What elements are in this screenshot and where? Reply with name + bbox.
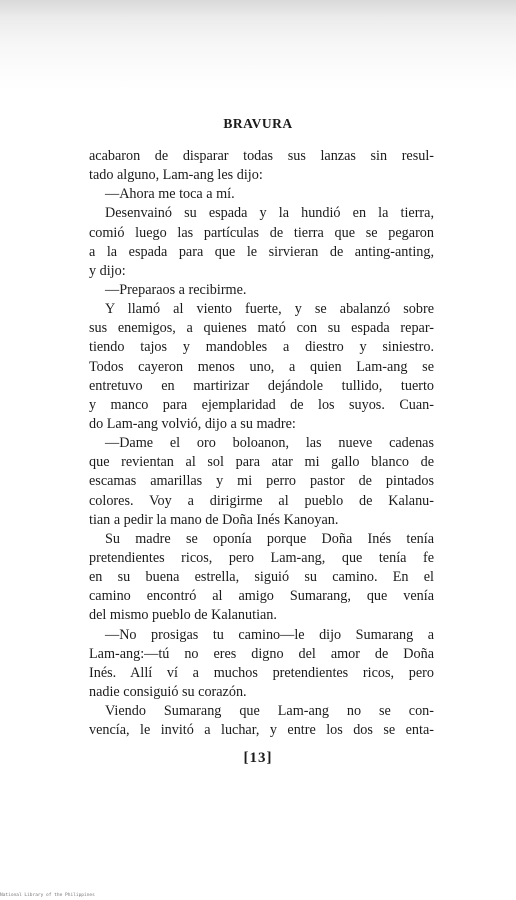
- text-line: a la espada para que le sirvieran de anting-anting,: [89, 243, 434, 260]
- text-line: en su buena estrella, siguió su camino. En el: [89, 569, 434, 586]
- text-line: do Lam-ang volvió, dijo a su madre:: [89, 415, 296, 432]
- text-line: sus enemigos, a quienes mató con su espada repar-: [89, 320, 434, 337]
- text-line: pretendientes ricos, pero Lam-ang, que tenía fe: [89, 549, 434, 566]
- text-line: comió luego las partículas de tierra que se pegaron: [89, 224, 434, 241]
- text-line: Viendo Sumarang que Lam-ang no se con-: [105, 703, 434, 720]
- text-line: —Dame el oro boloanon, las nueve cadenas: [105, 435, 434, 452]
- library-footer: National Library of the Philippines: [0, 893, 95, 898]
- text-line: del mismo pueblo de Kalanutian.: [89, 607, 277, 624]
- text-line: Inés. Allí ví a muchos pretendientes ricos, pero: [89, 664, 434, 681]
- running-head: BRAVURA: [223, 116, 293, 131]
- text-line: vencía, le invitó a luchar, y entre los dos se enta-: [89, 722, 434, 739]
- text-line: tado alguno, Lam-ang les dijo:: [89, 167, 263, 184]
- text-line: —Preparaos a recibirme.: [105, 281, 247, 298]
- text-line: acabaron de disparar todas sus lanzas sin resul-: [89, 148, 434, 164]
- text-line: nadie consiguió su corazón.: [89, 683, 247, 700]
- text-line: y dijo:: [89, 262, 126, 279]
- text-line: tian a pedir la mano de Doña Inés Kanoyan.: [89, 511, 339, 528]
- text-line: tiendo tajos y mandobles a diestro y siniestro.: [89, 339, 434, 356]
- text-line: y manco para ejemplaridad de los suyos. Cuan-: [89, 396, 434, 413]
- text-line: escamas amarillas y mi perro pastor de pintados: [89, 473, 434, 490]
- text-line: —No prosigas tu camino—le dijo Sumarang a: [105, 626, 434, 643]
- body-text: [89, 147, 434, 740]
- text-line: entretuvo en martirizar dejándole tullido, tuerto: [89, 377, 434, 394]
- text-line: Todos cayeron menos uno, a quien Lam-ang se: [89, 358, 434, 375]
- text-line: Y llamó al viento fuerte, y se abalanzó sobre: [105, 301, 434, 318]
- text-line: Lam-ang:—tú no eres digno del amor de Doña: [89, 645, 434, 662]
- text-line: Desenvainó su espada y la hundió en la tierra,: [105, 205, 434, 222]
- text-line: que revientan al sol para atar mi gallo blanco de: [89, 454, 434, 471]
- text-line: Su madre se oponía porque Doña Inés tenía: [105, 530, 434, 547]
- text-line: camino encontró al amigo Sumarang, que venía: [89, 588, 434, 605]
- text-line: —Ahora me toca a mí.: [105, 186, 235, 203]
- page-number: [13]: [243, 750, 273, 766]
- text-line: colores. Voy a dirigirme al pueblo de Kalanu-: [89, 492, 434, 509]
